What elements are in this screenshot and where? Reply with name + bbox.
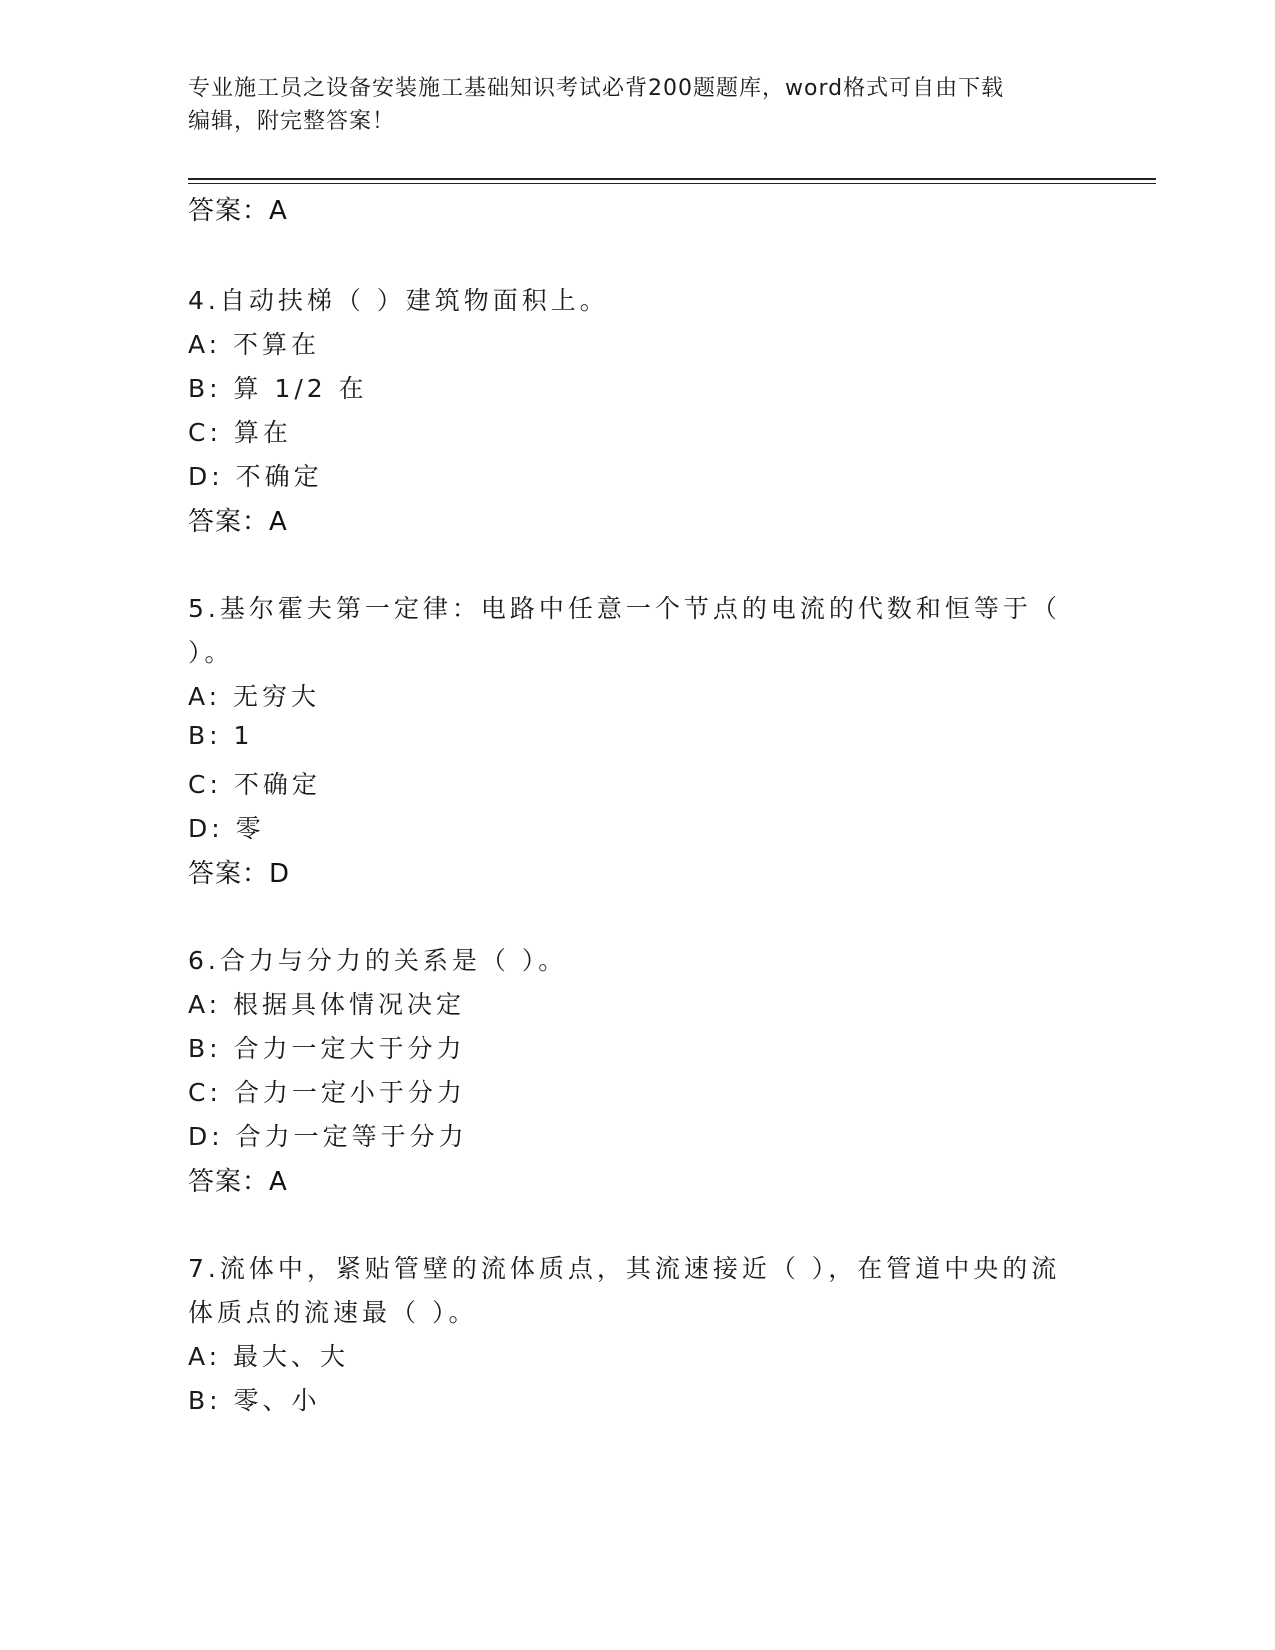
question-stem-continued: ）。	[188, 638, 234, 667]
option-a: A: 无穷大	[188, 682, 321, 711]
answer-line	[188, 501, 288, 538]
option-b: B: 算 1/2 在	[188, 374, 368, 403]
answer-value: A	[269, 507, 288, 537]
option-c: C: 不确定	[188, 770, 321, 799]
option-d: D: 零	[188, 814, 265, 843]
answer-label: 答案：	[188, 859, 270, 889]
answer-value: A	[269, 196, 288, 226]
answer-line	[188, 853, 290, 890]
option-c: C: 合力一定小于分力	[188, 1078, 466, 1107]
question-stem-continued: 体质点的流速最（ ）。	[188, 1298, 478, 1327]
option-d: D: 不确定	[188, 462, 323, 491]
answer-line	[188, 190, 288, 227]
answer-value: A	[269, 1167, 288, 1197]
answer-label: 答案：	[188, 196, 270, 226]
option-d: D: 合力一定等于分力	[188, 1122, 468, 1151]
question-stem: 5.基尔霍夫第一定律：电路中任意一个节点的电流的代数和恒等于（	[188, 594, 1061, 623]
option-c: C: 算在	[188, 418, 292, 447]
document-header	[188, 72, 1068, 138]
option-a: A: 不算在	[188, 330, 321, 359]
header-divider	[188, 178, 1156, 180]
question-stem: 4.自动扶梯（ ）建筑物面积上。	[188, 286, 609, 315]
header-line-1: 专业施工员之设备安装施工基础知识考试必背200题题库，word格式可自由下载	[188, 76, 1005, 101]
option-b: B: 1	[188, 721, 254, 750]
answer-label: 答案：	[188, 507, 270, 537]
question-stem: 7.流体中，紧贴管壁的流体质点，其流速接近（ ），在管道中央的流	[188, 1254, 1061, 1283]
answer-label: 答案：	[188, 1167, 270, 1197]
option-a: A: 最大、大	[188, 1342, 350, 1371]
answer-line	[188, 1161, 288, 1198]
question-stem: 6.合力与分力的关系是（ ）。	[188, 946, 568, 975]
option-b: B: 合力一定大于分力	[188, 1034, 466, 1063]
option-b: B: 零、小	[188, 1386, 321, 1415]
header-line-2: 编辑，附完整答案！	[188, 109, 396, 134]
header-divider-thin	[188, 183, 1156, 184]
answer-value: D	[269, 859, 291, 889]
option-a: A: 根据具体情况决定	[188, 990, 466, 1019]
